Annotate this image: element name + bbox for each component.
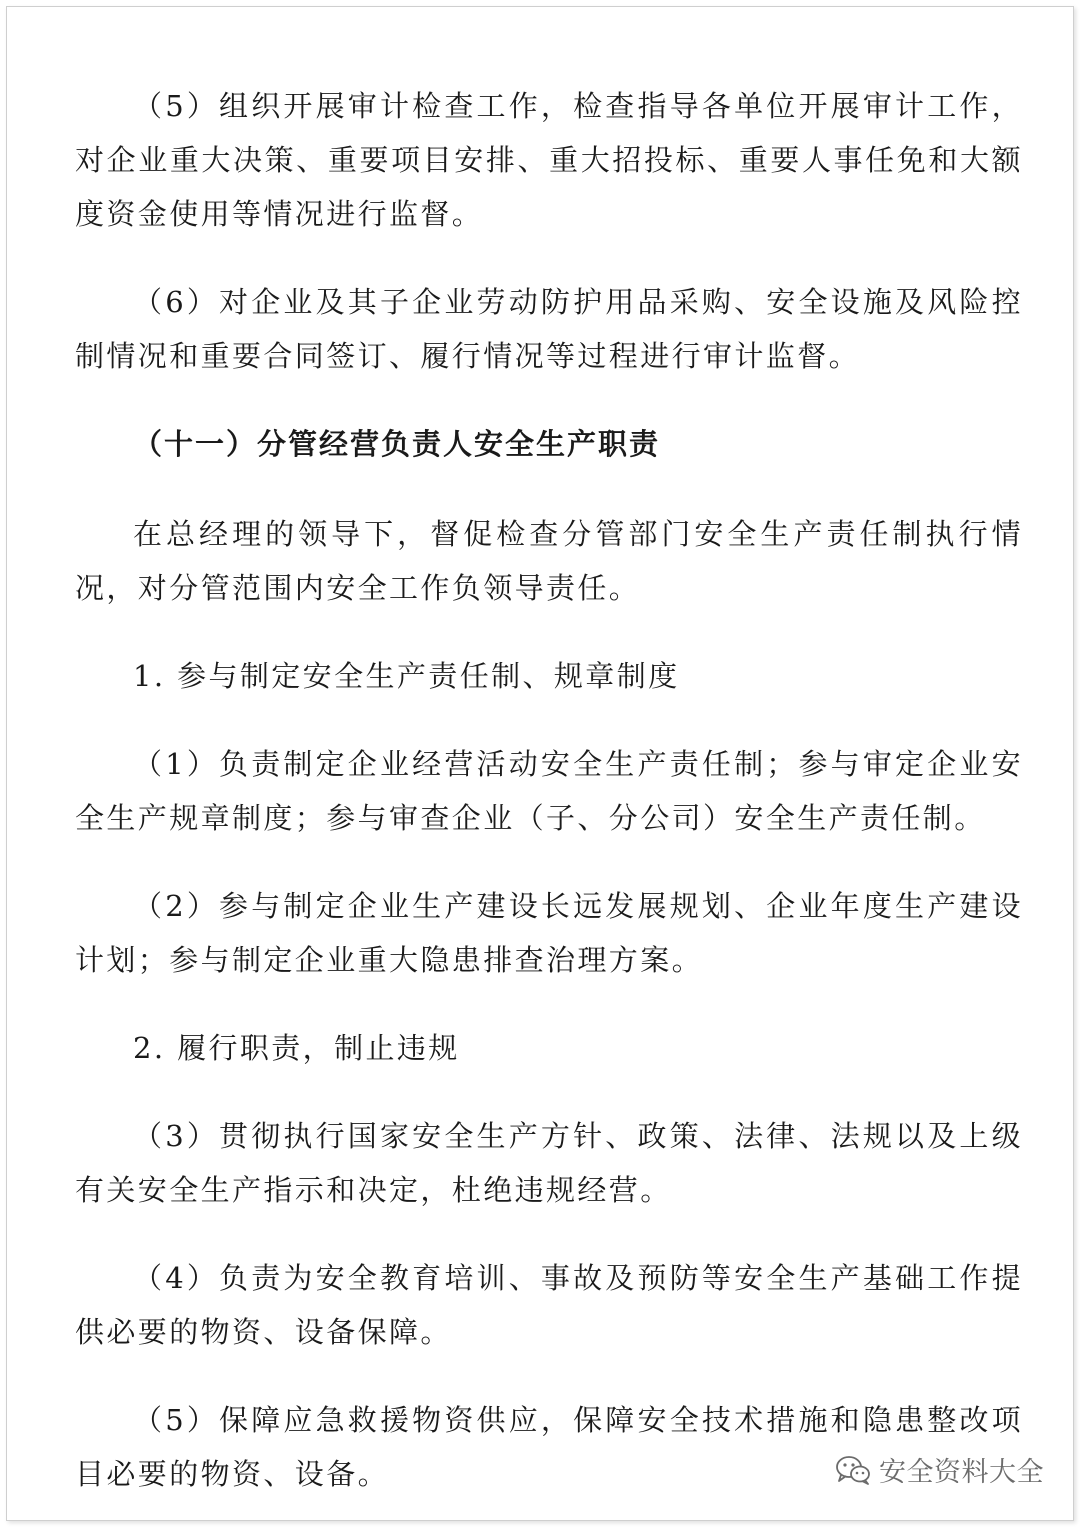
paragraph-audit-inspection: （5）组织开展审计检查工作，检查指导各单位开展审计工作，对企业重大决策、重要项目安排、重大招投标、重要人事任免和大额度资金使用等情况进行监督。 — [75, 89, 1023, 231]
watermark-text: 安全资料大全 — [879, 1457, 1044, 1488]
document-body — [75, 79, 1023, 1535]
watermark — [835, 1450, 1044, 1489]
paragraph-audit-supervision: （6）对企业及其子企业劳动防护用品采购、安全设施及风险控制情况和重要合同签订、履行情况等过程进行审计监督。 — [75, 285, 1023, 373]
subheading-1: 1. 参与制定安全生产责任制、规章制度 — [133, 659, 680, 693]
paragraph-item-3: （3）贯彻执行国家安全生产方针、政策、法律、法规以及上级有关安全生产指示和决定，杜绝违规经营。 — [75, 1119, 1023, 1207]
wechat-icon — [835, 1455, 871, 1485]
paragraph-item-4: （4）负责为安全教育培训、事故及预防等安全生产基础工作提供必要的物资、设备保障。 — [75, 1261, 1023, 1349]
document-page — [6, 6, 1074, 1521]
paragraph-item-5: （5）保障应急救援物资供应，保障安全技术措施和隐患整改项目必要的物资、设备。 — [75, 1403, 1023, 1491]
subheading-2: 2. 履行职责，制止违规 — [133, 1031, 460, 1065]
paragraph-item-2: （2）参与制定企业生产建设长远发展规划、企业年度生产建设计划；参与制定企业重大隐患排查治理方案。 — [75, 889, 1023, 977]
paragraph-item-1: （1）负责制定企业经营活动安全生产责任制；参与审定企业安全生产规章制度；参与审查企业（子、分公司）安全生产责任制。 — [75, 747, 1023, 835]
section-intro: 在总经理的领导下，督促检查分管部门安全生产责任制执行情况，对分管范围内安全工作负领导责任。 — [75, 517, 1023, 605]
section-heading: （十一）分管经营负责人安全生产职责 — [133, 427, 661, 461]
